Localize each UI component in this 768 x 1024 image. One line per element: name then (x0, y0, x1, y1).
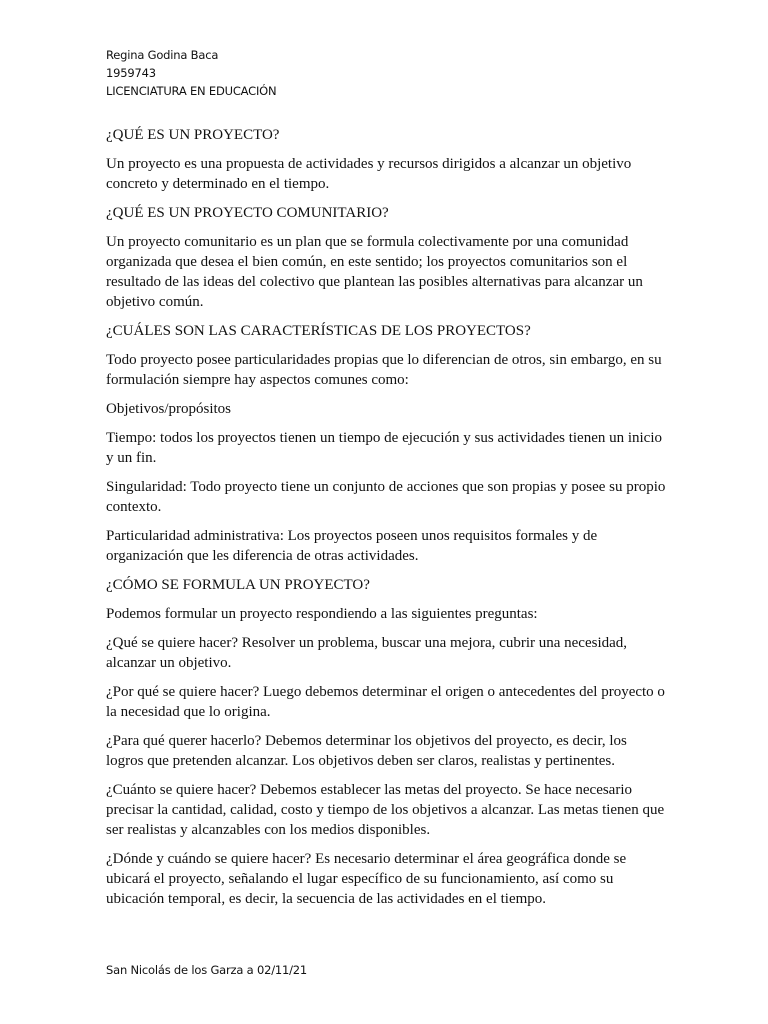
question-donde-cuando: ¿Dónde y cuándo se quiere hacer? Es necesario determinar el área geográfica donde se ubicará el proyecto, señalando el lugar específico de su funcionamiento, así como su ubicación temporal, es decir, la secuencia de las actividades en el tiempo. (106, 851, 627, 907)
item-tiempo: Tiempo: todos los proyectos tienen un tiempo de ejecución y sus actividades tienen un inicio y un fin. (106, 430, 663, 466)
place-date-footer: San Nicolás de los Garza a 02/11/21 (106, 963, 308, 977)
author-name: Regina Godina Baca (106, 48, 219, 62)
item-objetivos: Objetivos/propósitos (106, 401, 232, 417)
item-singularidad: Singularidad: Todo proyecto tiene un conjunto de acciones que son propias y posee su propio contexto. (106, 479, 666, 515)
paragraph-proyecto-comunitario: Un proyecto comunitario es un plan que se formula colectivamente por una comunidad organizada que desea el bien común, en este sentido; los proyectos comunitarios son el resultado de las ideas del colectivo que plantean las posibles alternativas para alcanzar un objetivo común. (106, 234, 643, 310)
author-header (106, 46, 276, 100)
document-body (106, 125, 666, 918)
question-que: ¿Qué se quiere hacer? Resolver un problema, buscar una mejora, cubrir una necesidad, alcanzar un objetivo. (106, 635, 628, 671)
item-particularidad: Particularidad administrativa: Los proyectos poseen unos requisitos formales y de organización que les diferencia de otras actividades. (106, 528, 598, 564)
program-name: LICENCIATURA EN EDUCACIÓN (106, 84, 277, 98)
heading-caracteristicas: ¿CUÁLES SON LAS CARACTERÍSTICAS DE LOS PROYECTOS? (106, 323, 531, 339)
heading-proyecto-comunitario: ¿QUÉ ES UN PROYECTO COMUNITARIO? (106, 205, 389, 221)
question-por-que: ¿Por qué se quiere hacer? Luego debemos determinar el origen o antecedentes del proyecto o la necesidad que lo origina. (106, 684, 665, 720)
heading-que-es-proyecto: ¿QUÉ ES UN PROYECTO? (106, 127, 280, 143)
question-para-que: ¿Para qué querer hacerlo? Debemos determinar los objetivos del proyecto, es decir, los logros que pretenden alcanzar. Los objetivos deben ser claros, realistas y pertinentes. (106, 733, 627, 769)
paragraph-formular-intro: Podemos formular un proyecto respondiendo a las siguientes preguntas: (106, 606, 538, 622)
question-cuanto: ¿Cuánto se quiere hacer? Debemos establecer las metas del proyecto. Se hace necesario precisar la cantidad, calidad, costo y tiempo de los objetivos a alcanzar. Las metas tienen que ser realistas y alcanzables con los medios disponibles. (106, 782, 665, 838)
paragraph-proyecto-definicion: Un proyecto es una propuesta de actividades y recursos dirigidos a alcanzar un objetivo concreto y determinado en el tiempo. (106, 156, 632, 192)
heading-como-formular: ¿CÓMO SE FORMULA UN PROYECTO? (106, 577, 370, 593)
paragraph-caracteristicas-intro: Todo proyecto posee particularidades propias que lo diferencian de otros, sin embargo, en su formulación siempre hay aspectos comunes como: (106, 352, 662, 388)
student-id: 1959743 (106, 66, 156, 80)
